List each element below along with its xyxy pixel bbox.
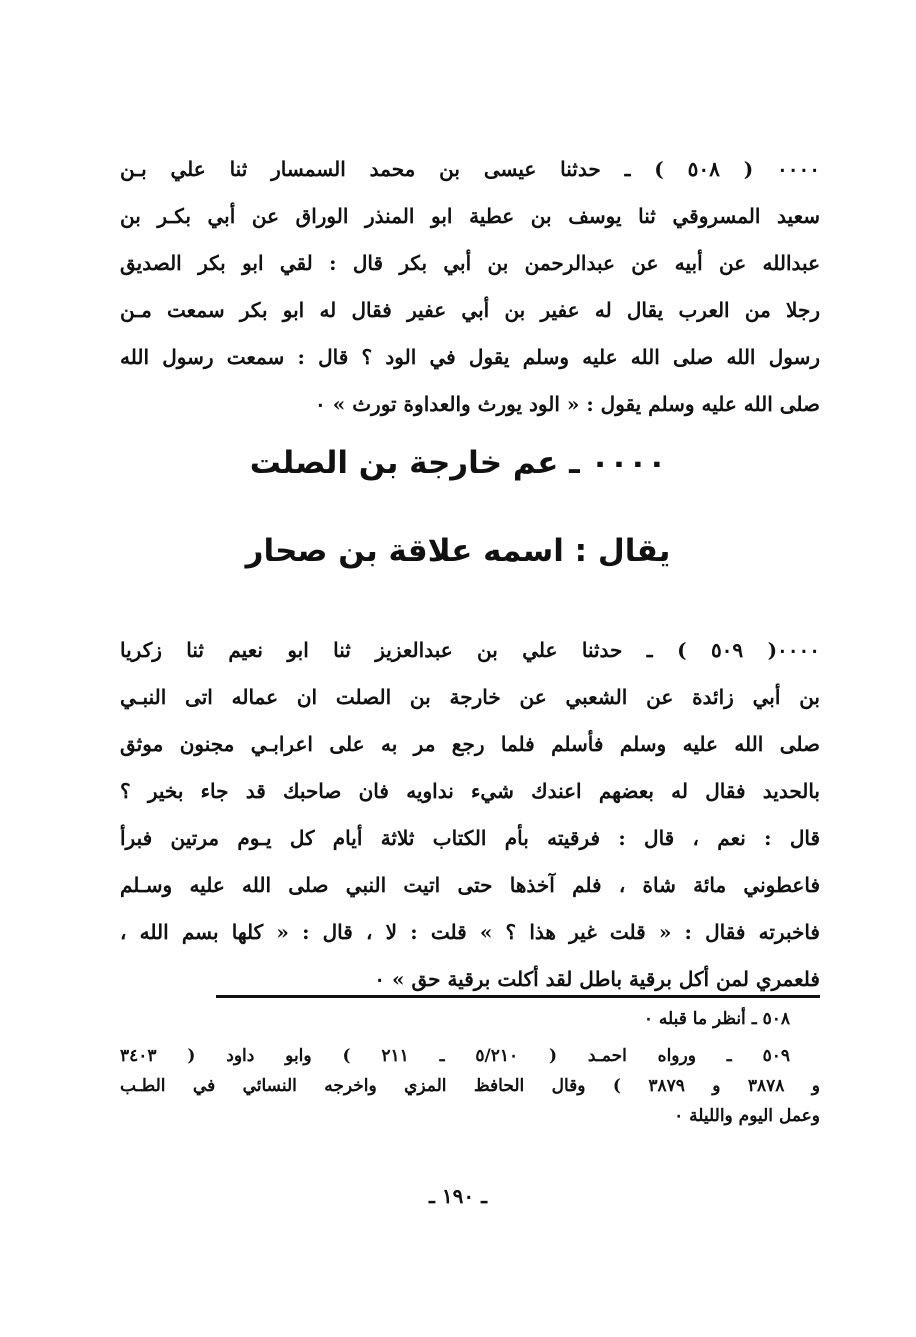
text-line: رجلا من العرب يقال له عفير بن أبي عفير فقال له ابو بكر سمعت مـن bbox=[120, 298, 820, 322]
section-heading: ٠٠٠٠ ـ عم خارجة بن الصلت bbox=[249, 445, 667, 481]
hadith-508-paragraph bbox=[120, 146, 820, 428]
text-line: قال : نعم ، قال : فرقيته بأم الكتاب ثلاثة أيام كل يـوم مرتين فبرأ bbox=[120, 826, 820, 850]
text-line: عبدالله عن أبيه عن عبدالرحمن بن أبي بكر قال : لقي ابو بكر الصديق bbox=[120, 251, 820, 275]
page-number: ـ ١٩٠ ـ bbox=[429, 1184, 487, 1208]
text-line: صلى الله عليه وسلم يقول : « الود يورث والعداوة تورث » ٠ bbox=[315, 392, 820, 416]
footnote-509-line: وعمل اليوم والليلة ٠ bbox=[674, 1106, 820, 1126]
footnote-509-line: ٥٠٩ ـ ورواه احمـد ( ٥/٢١٠ ـ ٢١١ ) وابو داود ( ٣٤٠٣ bbox=[120, 1046, 791, 1066]
text-line: صلى الله عليه وسلم فأسلم فلما رجع مر به على اعرابـي مجنون موثق bbox=[120, 732, 820, 756]
footnote-divider bbox=[216, 995, 820, 998]
text-line: فاعطوني مائة شاة ، فلم آخذها حتى اتيت النبي صلى الله عليه وسـلم bbox=[120, 873, 820, 897]
section-subheading: يقال : اسمه علاقة بن صحار bbox=[245, 533, 671, 569]
text-line: رسول الله صلى الله عليه وسلم يقول في الود ؟ قال : سمعت رسول الله bbox=[120, 345, 820, 369]
text-line: ٠٠٠٠ ( ٥٠٨ ) ـ حدثنا عيسى بن محمد السمسار ثنا علي بـن bbox=[120, 157, 820, 181]
text-line: فلعمري لمن أكل برقية باطل لقد أكلت برقية حق » ٠ bbox=[374, 967, 820, 991]
text-line: ٠٠٠٠( ٥٠٩ ) ـ حدثنا علي بن عبدالعزيز ثنا ابو نعيم ثنا زكريا bbox=[120, 638, 820, 662]
text-line: بالحديد فقال له بعضهم اعندك شيء نداويه فان صاحبك قد جاء بخير ؟ bbox=[120, 779, 820, 803]
text-line: فاخبرته فقال : « قلت غير هذا ؟ » قلت : لا ، قال : « كلها بسم الله ، bbox=[120, 920, 820, 944]
footnote-509-line: و ٣٨٧٨ و ٣٨٧٩ ) وقال الحافظ المزي واخرجه النسائي في الطـب bbox=[120, 1076, 820, 1096]
text-line: بن أبي زائدة عن الشعبي عن خارجة بن الصلت ان عماله اتى النبـي bbox=[120, 685, 820, 709]
hadith-509-paragraph bbox=[120, 627, 820, 1003]
text-line: سعيد المسروقي ثنا يوسف بن عطية ابو المنذر الوراق عن أبي بكـر بن bbox=[120, 204, 820, 228]
footnote-508: ٥٠٨ ـ أنظر ما قبله ٠ bbox=[643, 1009, 790, 1029]
